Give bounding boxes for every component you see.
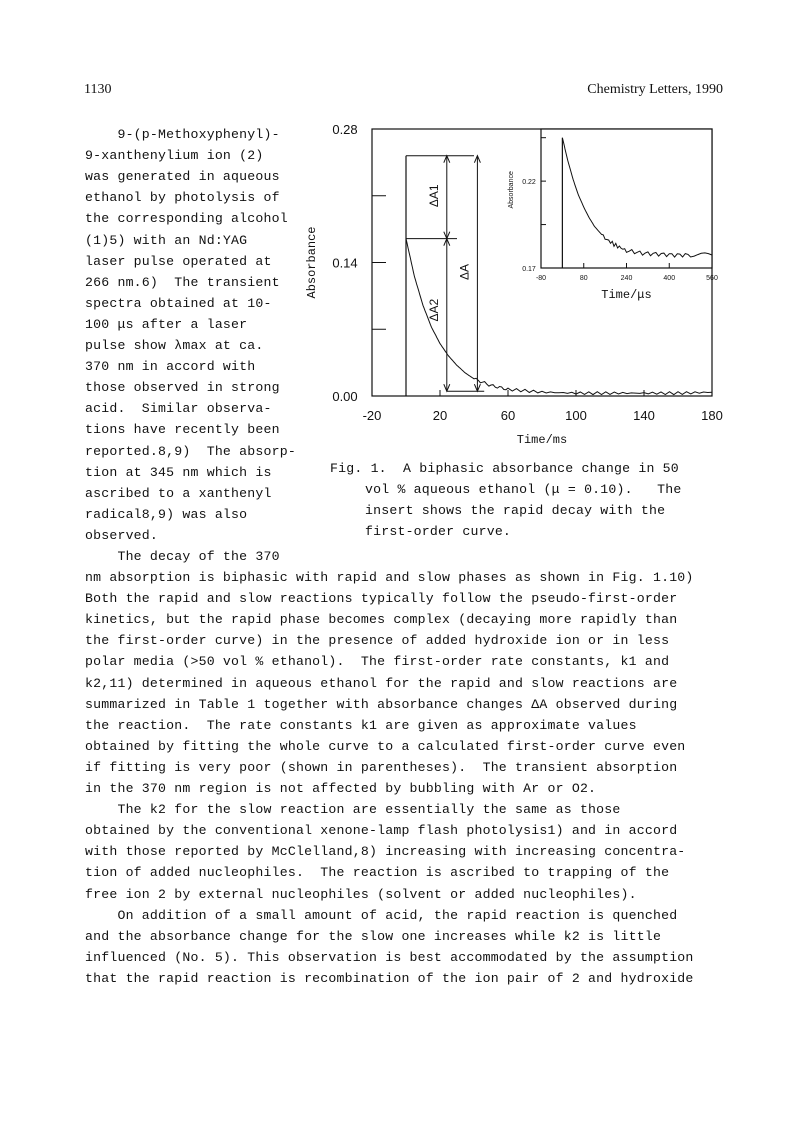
- body-line: obtained by fitting the whole curve to a calculated first-order curve even: [85, 738, 686, 754]
- main-y-tick-label: 0.14: [332, 255, 358, 271]
- left-column-line: pulse show λmax at ca.: [85, 338, 264, 353]
- delta-a1-label: ΔA1: [426, 184, 441, 208]
- inset-x-tick-label: -80: [535, 275, 547, 282]
- left-column-line: 266 nm.6) The transient: [85, 274, 280, 290]
- left-column-line: radical8,9) was also: [85, 506, 248, 522]
- caption-line: first-order curve.: [365, 524, 512, 540]
- left-column-line: acid. Similar observa-: [85, 401, 272, 417]
- body-line: if fitting is very poor (shown in parentheses). The transient absorption: [85, 759, 678, 775]
- left-column-line: spectra obtained at 10-: [85, 295, 272, 311]
- journal-header: Chemistry Letters, 1990: [587, 82, 723, 97]
- body-line: tion of added nucleophiles. The reaction is ascribed to trapping of the: [85, 865, 670, 881]
- inset-y-axis-label: Absorbance: [508, 171, 515, 209]
- body-line: in the 370 nm region is not affected by bubbling with Ar or O2.: [85, 781, 597, 796]
- body-line: polar media (>50 vol % ethanol). The first-order rate constants, k1 and: [85, 654, 670, 670]
- body-line: summarized in Table 1 together with absorbance changes ΔA observed during: [85, 696, 678, 712]
- body-line: nm absorption is biphasic with rapid and slow phases as shown in Fig. 1.10): [85, 570, 694, 585]
- main-y-tick-label: 0.00: [332, 389, 358, 404]
- body-line: On addition of a small amount of acid, the rapid reaction is quenched: [85, 907, 678, 923]
- left-column-line: ethanol by photolysis of: [85, 190, 280, 206]
- body-line: the first-order curve) in the presence of added hydroxide ion or in less: [85, 633, 670, 649]
- left-column-line: tions have recently been: [85, 422, 280, 438]
- left-column-line: ascribed to a xanthenyl: [85, 485, 272, 501]
- main-y-axis-label: Absorbance: [305, 226, 319, 299]
- inset-x-axis-label: Time/μs: [601, 288, 652, 302]
- main-x-tick-label: 140: [633, 408, 655, 423]
- inset-y-tick-label: 0.22: [522, 179, 536, 187]
- left-column-line: (1)5) with an Nd:YAG: [85, 232, 248, 248]
- left-column-line: reported.8,9) The absorp-: [85, 443, 296, 459]
- body-line: with those reported by McClelland,8) increasing with increasing concentra-: [85, 844, 686, 860]
- main-x-tick-label: -20: [362, 408, 382, 423]
- inset-plot-frame: [541, 129, 712, 268]
- body-line: obtained by the conventional xenone-lamp flash photolysis1) and in accord: [85, 823, 678, 839]
- figure-1: [300, 112, 730, 457]
- main-y-tick-label: 0.28: [332, 122, 358, 137]
- inset-x-tick-label: 240: [620, 275, 633, 282]
- delta-a-label: ΔA: [457, 264, 472, 281]
- body-line: influenced (No. 5). This observation is best accommodated by the assumption: [85, 949, 694, 965]
- main-x-axis-label: Time/ms: [516, 433, 568, 447]
- inset-x-tick-label: 400: [663, 275, 676, 282]
- body-line: kinetics, but the rapid phase becomes complex (decaying more rapidly than: [85, 612, 678, 628]
- caption-line: Fig. 1. A biphasic absorbance change in 50: [330, 461, 679, 476]
- left-column-line: was generated in aqueous: [85, 169, 280, 185]
- inset-y-tick-label: 0.17: [522, 266, 536, 273]
- figure-1-chart: [300, 112, 730, 457]
- caption-line: vol % aqueous ethanol (μ = 0.10). The: [365, 482, 682, 498]
- body-line: Both the rapid and slow reactions typically follow the pseudo-first-order: [85, 591, 678, 607]
- delta-a2-label: ΔA2: [426, 298, 441, 322]
- caption-line: insert shows the rapid decay with the: [365, 503, 666, 519]
- body-line: k2,11) determined in aqueous ethanol for the rapid and slow reactions are: [85, 675, 678, 691]
- inset-x-tick-label: 80: [579, 275, 588, 282]
- left-column-line: laser pulse operated at: [85, 253, 272, 269]
- body-line: The k2 for the slow reaction are essentially the same as those: [85, 802, 621, 818]
- page-number: 1130: [84, 82, 112, 97]
- left-column-line: those observed in strong: [85, 380, 280, 396]
- left-column-line: 9-(p-Methoxyphenyl)-: [85, 127, 280, 142]
- main-x-tick-label: 100: [565, 408, 587, 423]
- main-x-tick-label: 60: [500, 408, 516, 423]
- left-column-line: 9-xanthenylium ion (2): [85, 148, 264, 164]
- left-column-line: 100 μs after a laser: [85, 316, 248, 332]
- body-line: the reaction. The rate constants k1 are given as approximate values: [85, 717, 637, 733]
- body-line: that the rapid reaction is recombination of the ion pair of 2 and hydroxide: [85, 970, 694, 986]
- main-x-tick-label: 180: [701, 408, 723, 423]
- main-x-tick-label: 20: [432, 408, 448, 423]
- left-column-line: 370 nm in accord with: [85, 359, 256, 375]
- body-line: free ion 2 by external nucleophiles (solvent or added nucleophiles).: [85, 886, 637, 902]
- body-line: and the absorbance change for the slow one increases while k2 is little: [85, 928, 662, 944]
- left-column-line: The decay of the 370: [85, 549, 280, 564]
- left-column-line: the corresponding alcohol: [85, 211, 288, 227]
- left-column-line: tion at 345 nm which is: [85, 464, 272, 480]
- left-column-line: observed.: [85, 527, 159, 543]
- inset-x-tick-label: 560: [706, 275, 718, 282]
